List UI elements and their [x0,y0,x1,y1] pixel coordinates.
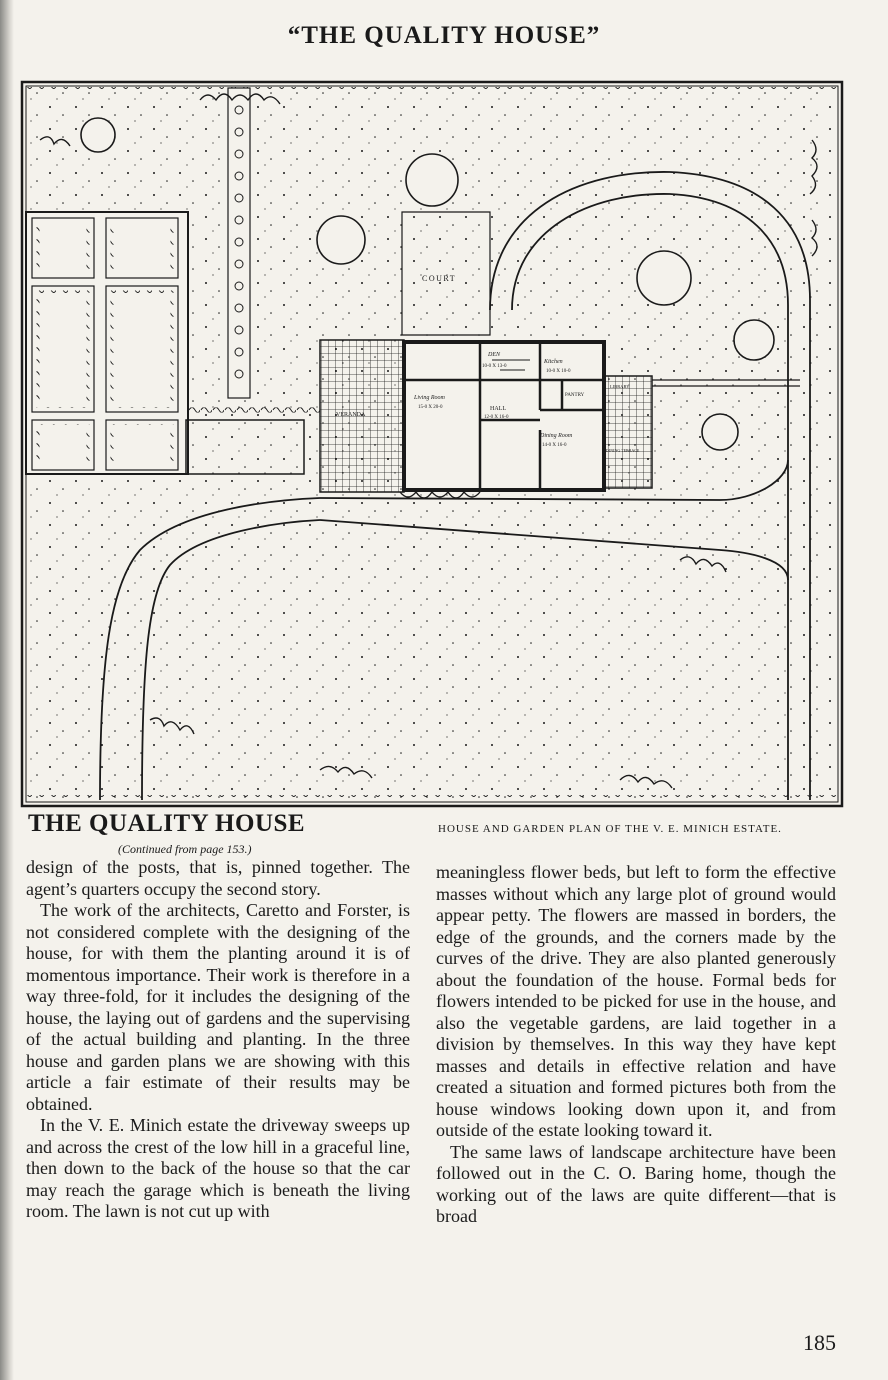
paragraph: The work of the architects, Caretto and Forster, is not considered complete with the designing of the house, for with them the planting around it is of momentous importance. Their work is therefore in a way three-fold, for it includes the designing of the house, the laying out of gardens and the supervising of the actual building and planting. In the three house and garden plans we are showing with this article a fair estimate of their results may be obtained. [26,900,410,1114]
plan-label-kitchen: Kitchen [544,359,563,365]
paragraph: design of the posts, that is, pinned together. The agent’s quarters occupy the second story. [26,857,410,899]
paragraph: meaningless flower beds, but left to form the effective masses without which any large plot of ground would appear petty. The flowers are massed in borders, the edge of the grounds, and the corners made by the curves of the drive. They are also planted generously about the foundation of the house. Formal beds for flowers intended to be picked for use in the house, and also the vegetable gardens, are laid together in a division by themselves. In this way they have kept masses and details in effective relation and have created a situation and formed pictures both from the house windows looking down upon it, and from outside of the estate looking toward it. [436,862,836,1140]
garden-walk [228,88,250,398]
plan-label-veranda: VERANDA [336,412,366,418]
plan-label-hall-size: 12-0 X 16-0 [484,415,509,420]
plan-label-pantry: PANTRY [565,393,585,398]
continued-note: (Continued from page 153.) [118,842,252,856]
figure-caption: HOUSE AND GARDEN PLAN OF THE V. E. MINICH ESTATE. [438,823,782,835]
plan-label-kitchen-size: 10-0 X 10-0 [546,369,571,374]
plan-label-hall: HALL [490,406,506,412]
plan-label-living-room-size: 15-0 X 20-0 [418,405,443,410]
plan-label-dining-room: Dining Room [540,433,573,439]
paragraph: The same laws of landscape architecture have been followed out in the C. O. Baring home, though the working out of the laws are quite different—that is broad [436,1141,836,1226]
page-number: 185 [803,1330,836,1355]
plan-label-library: LIBRARY [610,384,630,389]
plan-label-den: DEN [488,352,500,358]
site-plan-drawing [20,80,844,808]
plan-label-dining-room-size: 14-0 X 16-0 [542,443,567,448]
plan-label-den-size: 10-0 X 13-0 [482,364,507,369]
paragraph: In the V. E. Minich estate the driveway sweeps up and across the crest of the low hill in a graceful line, then down to the back of the house so that the car may reach the garage which is beneath the living room. The lawn is not cut up with [26,1115,410,1221]
column-right [436,862,836,1228]
plan-label-court: COURT [422,274,457,283]
column-left [26,857,410,1223]
article-title: THE QUALITY HOUSE [28,810,306,837]
page-gutter-shadow [0,0,14,1380]
plan-label-dining-terrace: DINING TERRACE [606,448,640,453]
running-head: “THE QUALITY HOUSE” [287,22,601,49]
plan-label-living-room: Living Room [414,395,445,401]
